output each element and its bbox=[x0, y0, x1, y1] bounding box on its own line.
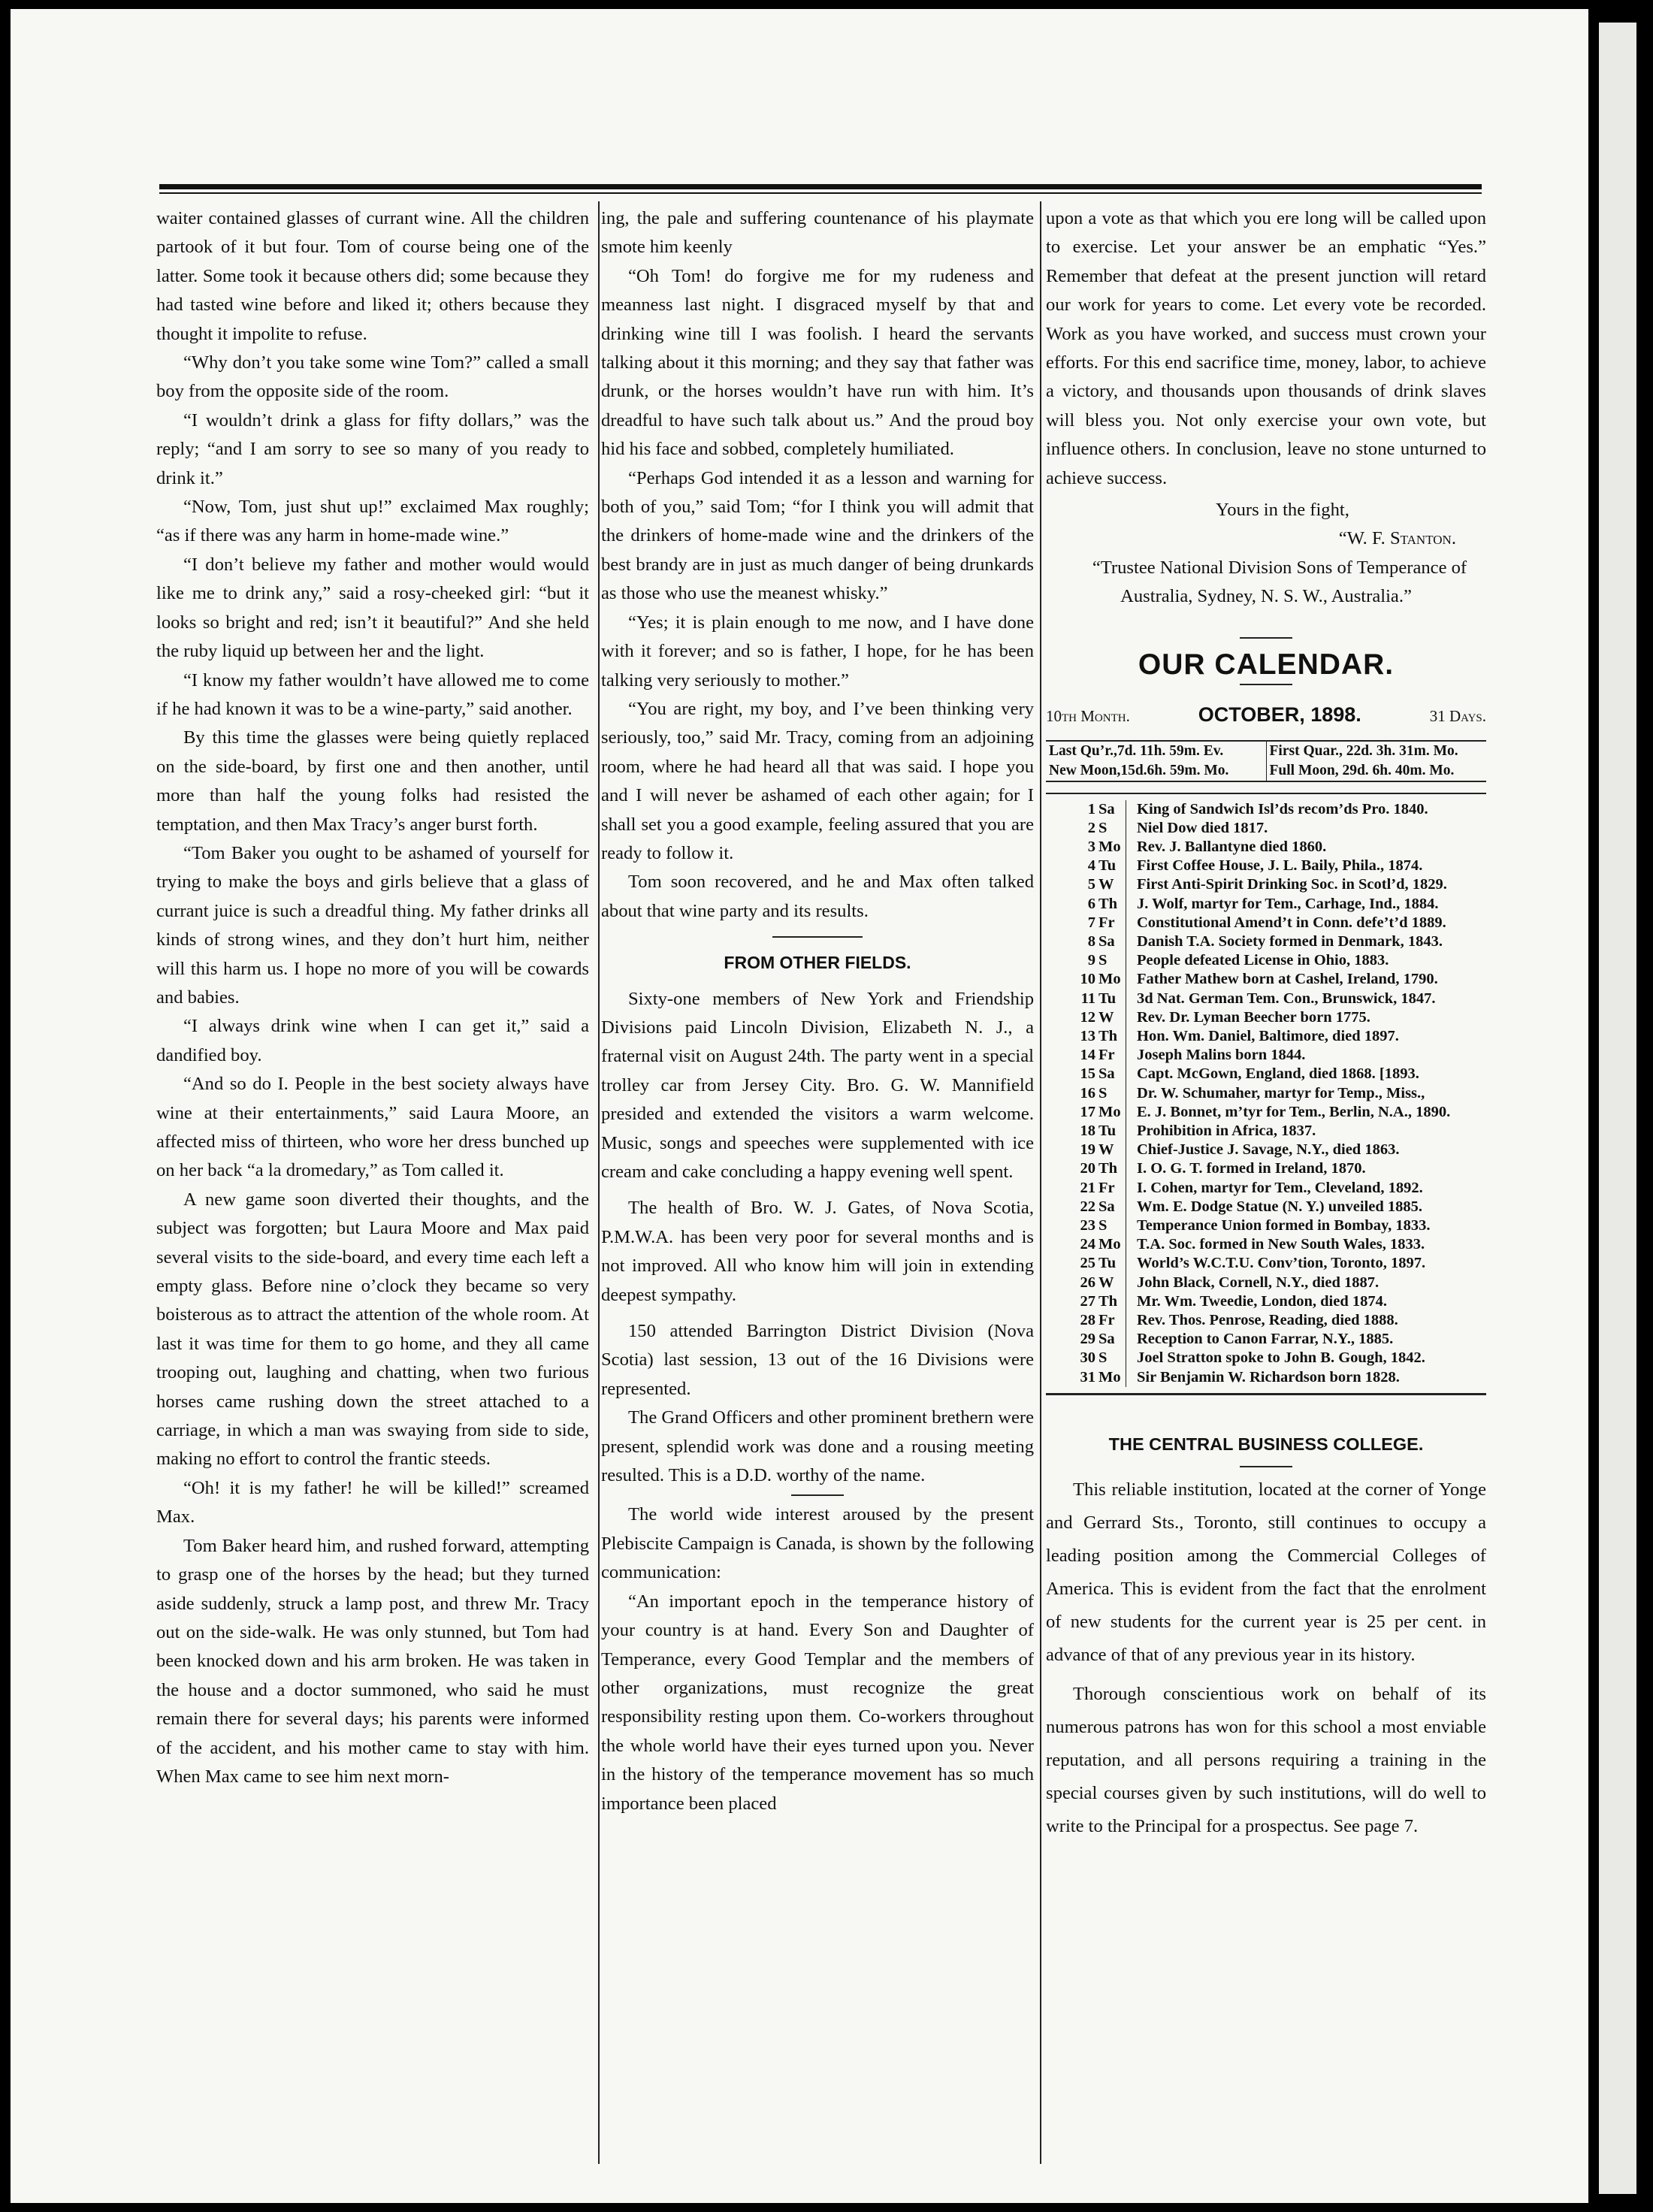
calendar-day-number: 27 bbox=[1080, 1292, 1095, 1310]
calendar-day-row bbox=[1046, 1292, 1486, 1311]
calendar-event: Wm. E. Dodge Statue (N. Y.) unveiled 1885. bbox=[1137, 1198, 1423, 1215]
calendar-event: J. Wolf, martyr for Tem., Carhage, Ind., 1884. bbox=[1137, 895, 1439, 912]
calendar-weekday: Sa bbox=[1097, 932, 1126, 951]
calendar-day-number: 21 bbox=[1080, 1179, 1095, 1196]
story-paragraph: waiter contained glasses of currant wine. All the children partook of it but four. Tom of course being one of the latter. Some took it because others did; some because they had tasted wine before and liked it; others because they thought it impolite to refuse. bbox=[156, 208, 589, 344]
calendar-event: Mr. Wm. Tweedie, London, died 1874. bbox=[1137, 1292, 1387, 1310]
calendar-weekday: Mo bbox=[1097, 838, 1126, 857]
calendar-day-number: 30 bbox=[1080, 1349, 1095, 1367]
calendar-event: First Anti-Spirit Drinking Soc. in Scotl’d, 1829. bbox=[1137, 876, 1447, 893]
calendar-weekday: Mo bbox=[1097, 970, 1126, 989]
calendar-day-row bbox=[1046, 1122, 1486, 1141]
calendar-day-number: 18 bbox=[1080, 1122, 1095, 1139]
calendar-weekday: Mo bbox=[1097, 1235, 1126, 1254]
calendar-day-number: 22 bbox=[1080, 1198, 1095, 1215]
calendar-event: John Black, Cornell, N.Y., died 1887. bbox=[1137, 1274, 1380, 1291]
column-divider-1 bbox=[598, 201, 600, 2164]
calendar-day-number: 14 bbox=[1080, 1047, 1095, 1064]
section-rule bbox=[1240, 1466, 1292, 1467]
letter-signature: “W. F. Stanton. bbox=[1338, 528, 1456, 549]
calendar-day-row bbox=[1046, 970, 1486, 989]
calendar-event: Sir Benjamin W. Richardson born 1828. bbox=[1137, 1368, 1400, 1386]
calendar-day-row bbox=[1046, 1027, 1486, 1046]
calendar-day-row bbox=[1046, 1198, 1486, 1216]
calendar-event: Constitutional Amend’t in Conn. defe’t’d 1889. bbox=[1137, 914, 1446, 931]
calendar-weekday: S bbox=[1097, 1084, 1126, 1103]
calendar-weekday: W bbox=[1097, 1141, 1126, 1159]
moon-phase-row bbox=[1046, 742, 1486, 761]
calendar-weekday: Tu bbox=[1097, 857, 1126, 875]
news-paragraph: The Grand Officers and other prominent brethern were present, splendid work was done and a rousing meeting resulted. This is a D.D. worthy of the name. bbox=[601, 1407, 1034, 1486]
calendar-day-row bbox=[1046, 1254, 1486, 1273]
calendar-day-number: 20 bbox=[1080, 1160, 1095, 1177]
news-paragraph: Sixty-one members of New York and Friendship Divisions paid Lincoln Division, Elizabeth N. J., a fraternal visit on August 24th. The party went in a special trolley car from Jersey City. Bro. G. W. Mannifield presided and extended the visitors a warm welcome. Music, songs and speeches were supplemented with ice cream and cake concluding a happy evening well spent. bbox=[601, 988, 1034, 1182]
calendar-day-row bbox=[1046, 1103, 1486, 1122]
calendar-day-number: 13 bbox=[1080, 1027, 1095, 1044]
calendar-weekday: Sa bbox=[1097, 1198, 1126, 1216]
calendar-weekday: Fr bbox=[1097, 914, 1126, 932]
other-fields-heading: FROM OTHER FIELDS. bbox=[724, 953, 911, 973]
calendar-weekday: Sa bbox=[1097, 1330, 1126, 1349]
calendar-day-number: 11 bbox=[1080, 990, 1095, 1007]
story-paragraph: “Why don’t you take some wine Tom?” called a small boy from the opposite side of the room. bbox=[156, 352, 589, 402]
calendar-day-number: 28 bbox=[1080, 1311, 1095, 1328]
calendar-weekday: S bbox=[1097, 819, 1126, 838]
calendar-day-row bbox=[1046, 1179, 1486, 1198]
calendar-day-number: 23 bbox=[1080, 1216, 1095, 1234]
calendar-event: Reception to Canon Farrar, N.Y., 1885. bbox=[1137, 1331, 1394, 1348]
calendar-day-row bbox=[1046, 1235, 1486, 1254]
college-paragraph: Thorough conscientious work on behalf of its numerous patrons has won for this school a most enviable reputation, and all persons requiring a training in the special courses given by such institutions, will do well to write to the Principal for a prospectus. See page 7. bbox=[1046, 1684, 1486, 1837]
calendar-weekday: Mo bbox=[1097, 1103, 1126, 1122]
calendar-day-row bbox=[1046, 1349, 1486, 1367]
moon-phase: First Quar., 22d. 3h. 31m. Mo. bbox=[1266, 742, 1487, 761]
news-paragraph: The health of Bro. W. J. Gates, of Nova Scotia, P.M.W.A. has been very poor for several months and is not improved. All who know him will join in extending deepest sympathy. bbox=[601, 1198, 1034, 1305]
calendar-days-list bbox=[1046, 793, 1486, 1387]
calendar-day-row bbox=[1046, 990, 1486, 1008]
calendar-day-row bbox=[1046, 1311, 1486, 1330]
story-paragraph: “I know my father wouldn’t have allowed me to come if he had known it was to be a wine-party,” said another. bbox=[156, 669, 589, 719]
calendar-day-row bbox=[1046, 1216, 1486, 1235]
calendar-day-row bbox=[1046, 914, 1486, 932]
calendar-day-number: 15 bbox=[1080, 1065, 1095, 1083]
calendar-day-row bbox=[1046, 1159, 1486, 1178]
story-paragraph: “Perhaps God intended it as a lesson and warning for both of you,” said Tom; “for I think you will admit that the drinkers of home-made wine and the drinkers of the best brandy are in just as much danger of being drunkards as those who use the meanest whisky.” bbox=[601, 467, 1034, 604]
story-paragraph: “You are right, my boy, and I’ve been thinking very seriously, too,” said Mr. Tracy, coming from an adjoining room, where he had heard all that was said. I hope you and I will never be ashamed of each other again; for I shall set you a good example, feeling assured that you are ready to follow it. bbox=[601, 698, 1034, 863]
calendar-event: People defeated License in Ohio, 1883. bbox=[1137, 952, 1389, 969]
calendar-event: 3d Nat. German Tem. Con., Brunswick, 1847. bbox=[1137, 990, 1436, 1007]
next-page-edge bbox=[1599, 23, 1636, 2194]
calendar-weekday: Th bbox=[1097, 895, 1126, 914]
news-paragraph: “An important epoch in the temperance history of your country is at hand. Every Son and Daughter of Temperance, every Good Templar and the members of other organizations, must recognize the great responsibility resting upon them. Co-workers throughout the whole world have their eyes turned upon you. Never in the history of the temperance movement has so much importance been placed bbox=[601, 1591, 1034, 1814]
story-paragraph: A new game soon diverted their thoughts, and the subject was forgotten; but Laura Moore and Max paid several visits to the side-board, and every time each left a empty glass. Before nine o’clock they became so very boisterous as to attract the attention of the whole room. At last it was time for them to go home, and they all came trooping out, laughing and chatting, when two furious horses came rushing down the street attached to a carriage, in which a man was swaying from side to side, making no effort to control the frantic steeds. bbox=[156, 1189, 589, 1470]
calendar-bottom-rule bbox=[1046, 1393, 1486, 1395]
calendar-day-number: 24 bbox=[1080, 1236, 1095, 1253]
calendar-day-row bbox=[1046, 857, 1486, 875]
calendar-days-count: 31 Days. bbox=[1429, 707, 1486, 726]
calendar-event: Hon. Wm. Daniel, Baltimore, died 1897. bbox=[1137, 1027, 1399, 1044]
story-paragraph: By this time the glasses were being quietly replaced on the side-board, by first one and then another, until more than half the young folks had resisted the temptation, and then Max Tracy’s anger burst forth. bbox=[156, 727, 589, 835]
story-paragraph: “Oh! it is my father! he will be killed!” screamed Max. bbox=[156, 1477, 589, 1528]
calendar-day-row bbox=[1046, 932, 1486, 951]
moon-phase: Full Moon, 29d. 6h. 40m. Mo. bbox=[1266, 761, 1487, 781]
story-paragraph: “Yes; it is plain enough to me now, and I have done with it forever; and so is father, I hope, for he has been talking very seriously to mother.” bbox=[601, 612, 1034, 690]
story-paragraph: “I always drink wine when I can get it,” said a dandified boy. bbox=[156, 1016, 589, 1065]
section-rule bbox=[791, 1494, 844, 1496]
calendar-event: Danish T.A. Society formed in Denmark, 1843. bbox=[1137, 932, 1443, 950]
calendar-day-number: 4 bbox=[1087, 857, 1095, 875]
story-paragraph: “I wouldn’t drink a glass for fifty dollars,” was the reply; “and I am sorry to see so many of you ready to drink it.” bbox=[156, 409, 589, 488]
calendar-event: T.A. Soc. formed in New South Wales, 1833. bbox=[1137, 1236, 1425, 1253]
calendar-weekday: Th bbox=[1097, 1159, 1126, 1178]
letter-closing: Yours in the fight, bbox=[1216, 500, 1349, 521]
calendar-month-line bbox=[1046, 700, 1486, 730]
moon-phase: Last Qu’r.,7d. 11h. 59m. Ev. bbox=[1049, 742, 1224, 759]
calendar-day-number: 12 bbox=[1080, 1008, 1095, 1026]
calendar-day-row bbox=[1046, 1274, 1486, 1292]
calendar-weekday: Mo bbox=[1097, 1368, 1126, 1387]
calendar-day-number: 8 bbox=[1087, 932, 1095, 950]
calendar-day-number: 16 bbox=[1080, 1084, 1095, 1101]
story-paragraph: “Now, Tom, just shut up!” exclaimed Max roughly; “as if there was any harm in home-made wine.” bbox=[156, 497, 589, 546]
calendar-day-number: 25 bbox=[1080, 1255, 1095, 1272]
calendar-event: World’s W.C.T.U. Conv’tion, Toronto, 1897. bbox=[1137, 1255, 1426, 1272]
calendar-event: Capt. McGown, England, died 1868. [1893. bbox=[1137, 1065, 1419, 1083]
calendar-day-row bbox=[1046, 895, 1486, 914]
story-paragraph: “And so do I. People in the best society always have wine at their entertainments,” said Laura Moore, an affected miss of thirteen, who wore her dress bunched up on her back “a la dromedary,” as Tom called it. bbox=[156, 1074, 589, 1181]
calendar-day-number: 29 bbox=[1080, 1331, 1095, 1348]
calendar-event: E. J. Bonnet, m’tyr for Tem., Berlin, N.A., 1890. bbox=[1137, 1103, 1451, 1120]
calendar-day-number: 31 bbox=[1080, 1368, 1095, 1386]
calendar-weekday: S bbox=[1097, 951, 1126, 970]
calendar-event: Rev. Dr. Lyman Beecher born 1775. bbox=[1137, 1008, 1370, 1026]
calendar-day-number: 6 bbox=[1087, 895, 1095, 912]
news-paragraph: 150 attended Barrington District Division (Nova Scotia) last session, 13 out of the 16 Divisions were represented. bbox=[601, 1321, 1034, 1399]
calendar-weekday: S bbox=[1097, 1216, 1126, 1235]
calendar-day-number: 19 bbox=[1080, 1141, 1095, 1159]
calendar-day-row bbox=[1046, 838, 1486, 857]
calendar-weekday: Fr bbox=[1097, 1046, 1126, 1065]
calendar-weekday: Tu bbox=[1097, 990, 1126, 1008]
story-column-2 bbox=[601, 204, 1034, 1818]
calendar-weekday: Th bbox=[1097, 1292, 1126, 1311]
story-paragraph: “Tom Baker you ought to be ashamed of yourself for trying to make the boys and girls believe that a glass of currant juice is such a dreadful thing. My father drinks all kinds of strong wines, and they don’t hurt him, neither will this harm us. I hope no more of you will be cowards and babies. bbox=[156, 842, 589, 1008]
calendar-day-number: 26 bbox=[1080, 1274, 1095, 1291]
letter-paragraph: upon a vote as that which you ere long will be called upon to exercise. Let your answer be an emphatic “Yes.” Remember that defeat at the present junction will retard our work for years to come. Let every vote be recorded. Work as you have worked, and success must crown your efforts. For this end sacrifice time, money, labor, to achieve a victory, and thousands upon thousands of drink slaves will bless you. Not only exercise your own vote, but influence others. In conclusion, leave no stone unturned to achieve success. bbox=[1046, 208, 1486, 488]
calendar-day-row bbox=[1046, 951, 1486, 970]
calendar-day-number: 5 bbox=[1087, 876, 1095, 893]
calendar-day-row bbox=[1046, 1368, 1486, 1387]
calendar-weekday: Sa bbox=[1097, 1065, 1126, 1083]
calendar-weekday: Th bbox=[1097, 1027, 1126, 1046]
calendar-month-number: 10th Month. bbox=[1046, 707, 1130, 726]
calendar-weekday: Tu bbox=[1097, 1254, 1126, 1273]
calendar-heading: OUR CALENDAR. bbox=[1138, 648, 1395, 681]
letter-signature-title: “Trustee National Division Sons of Temperance of Australia, Sydney, N. S. W., Australia.” bbox=[1092, 557, 1467, 607]
calendar-month-name: OCTOBER, 1898. bbox=[1198, 703, 1361, 727]
section-rule bbox=[772, 936, 863, 938]
calendar-event: First Coffee House, J. L. Baily, Phila., 1874. bbox=[1137, 857, 1423, 875]
story-paragraph: “I don’t believe my father and mother would would like me to drink any,” said a rosy-cheeked girl: “but it looks so bright and red; isn’t it beautiful?” And she held the ruby liquid up between her and the light. bbox=[156, 554, 589, 662]
calendar-event: I. O. G. T. formed in Ireland, 1870. bbox=[1137, 1160, 1366, 1177]
calendar-weekday: W bbox=[1097, 1008, 1126, 1027]
calendar-day-number: 10 bbox=[1080, 971, 1095, 988]
calendar-day-number: 17 bbox=[1080, 1103, 1095, 1120]
calendar-day-row bbox=[1046, 1046, 1486, 1065]
calendar-column bbox=[1046, 204, 1486, 1843]
calendar-event: Niel Dow died 1817. bbox=[1137, 819, 1268, 836]
calendar-day-number: 9 bbox=[1087, 952, 1095, 969]
header-rule-thin bbox=[159, 192, 1482, 194]
calendar-day-number: 2 bbox=[1087, 819, 1095, 836]
moon-phases-table bbox=[1046, 740, 1486, 782]
calendar-event: Joseph Malins born 1844. bbox=[1137, 1047, 1306, 1064]
calendar-day-row bbox=[1046, 1084, 1486, 1103]
calendar-event: I. Cohen, martyr for Tem., Cleveland, 1892. bbox=[1137, 1179, 1423, 1196]
story-paragraph: ing, the pale and suffering countenance of his playmate smote him keenly bbox=[601, 208, 1034, 258]
calendar-event: Joel Stratton spoke to John B. Gough, 1842. bbox=[1137, 1349, 1425, 1367]
column-divider-2 bbox=[1040, 201, 1041, 2164]
calendar-weekday: Fr bbox=[1097, 1179, 1126, 1198]
calendar-event: Chief-Justice J. Savage, N.Y., died 1863. bbox=[1137, 1141, 1400, 1159]
calendar-day-row bbox=[1046, 1008, 1486, 1027]
calendar-weekday: Sa bbox=[1097, 800, 1126, 819]
calendar-weekday: S bbox=[1097, 1349, 1126, 1367]
calendar-day-row bbox=[1046, 1330, 1486, 1349]
story-paragraph: “Oh Tom! do forgive me for my rudeness and meanness last night. I disgraced myself by that and drinking wine till I was foolish. I heard the servants talking about it this morning; and they say that father was drunk, or the horses wouldn’t have run with him. It’s dreadful to have such talk about us.” And the proud boy hid his face and sobbed, completely humiliated. bbox=[601, 265, 1034, 460]
section-rule bbox=[1240, 684, 1292, 685]
calendar-day-row bbox=[1046, 819, 1486, 838]
calendar-weekday: W bbox=[1097, 1274, 1126, 1292]
calendar-weekday: Fr bbox=[1097, 1311, 1126, 1330]
calendar-event: Father Mathew born at Cashel, Ireland, 1790. bbox=[1137, 971, 1438, 988]
calendar-event: Dr. W. Schumaher, martyr for Temp., Miss., bbox=[1137, 1084, 1425, 1101]
calendar-day-number: 1 bbox=[1087, 800, 1095, 817]
moon-phase-row bbox=[1046, 761, 1486, 781]
calendar-event: King of Sandwich Isl’ds recom’ds Pro. 1840. bbox=[1137, 800, 1428, 817]
calendar-day-row bbox=[1046, 800, 1486, 819]
college-paragraph: This reliable institution, located at the corner of Yonge and Gerrard Sts., Toronto, still continues to occupy a leading position among the Commercial Colleges of America. This is evident from the fact that the enrolment of new students for the current year is 25 per cent. in advance of that of any previous year in its history. bbox=[1046, 1479, 1486, 1666]
calendar-event: Temperance Union formed in Bombay, 1833. bbox=[1137, 1216, 1431, 1234]
college-heading: THE CENTRAL BUSINESS COLLEGE. bbox=[1108, 1434, 1424, 1454]
calendar-day-row bbox=[1046, 1141, 1486, 1159]
calendar-event: Rev. J. Ballantyne died 1860. bbox=[1137, 838, 1327, 855]
calendar-event: Prohibition in Africa, 1837. bbox=[1137, 1122, 1316, 1139]
section-rule bbox=[1240, 637, 1292, 639]
story-paragraph: Tom soon recovered, and he and Max often talked about that wine party and its results. bbox=[601, 872, 1034, 921]
calendar-weekday: Tu bbox=[1097, 1122, 1126, 1141]
moon-phase: New Moon,15d.6h. 59m. Mo. bbox=[1049, 762, 1229, 778]
calendar-day-row bbox=[1046, 1065, 1486, 1083]
story-paragraph: Tom Baker heard him, and rushed forward, attempting to grasp one of the horses by the head; but they turned aside suddenly, struck a lamp post, and threw Mr. Tracy out on the side-walk. He was only stunned, but Tom had been knocked down and his arm broken. He was taken in the house and a doctor summoned, who said he must remain there for several days; his parents were informed of the accident, and his mother came to stay with him. When Max came to see him next morn- bbox=[156, 1535, 589, 1787]
calendar-day-number: 3 bbox=[1087, 838, 1095, 855]
calendar-day-number: 7 bbox=[1087, 914, 1095, 931]
header-rule bbox=[159, 184, 1482, 189]
calendar-weekday: W bbox=[1097, 875, 1126, 894]
calendar-day-row bbox=[1046, 875, 1486, 894]
calendar-event: Rev. Thos. Penrose, Reading, died 1888. bbox=[1137, 1311, 1398, 1328]
news-paragraph: The world wide interest aroused by the present Plebiscite Campaign is Canada, is shown by the following communication: bbox=[601, 1504, 1034, 1583]
story-column-1 bbox=[156, 204, 589, 1791]
